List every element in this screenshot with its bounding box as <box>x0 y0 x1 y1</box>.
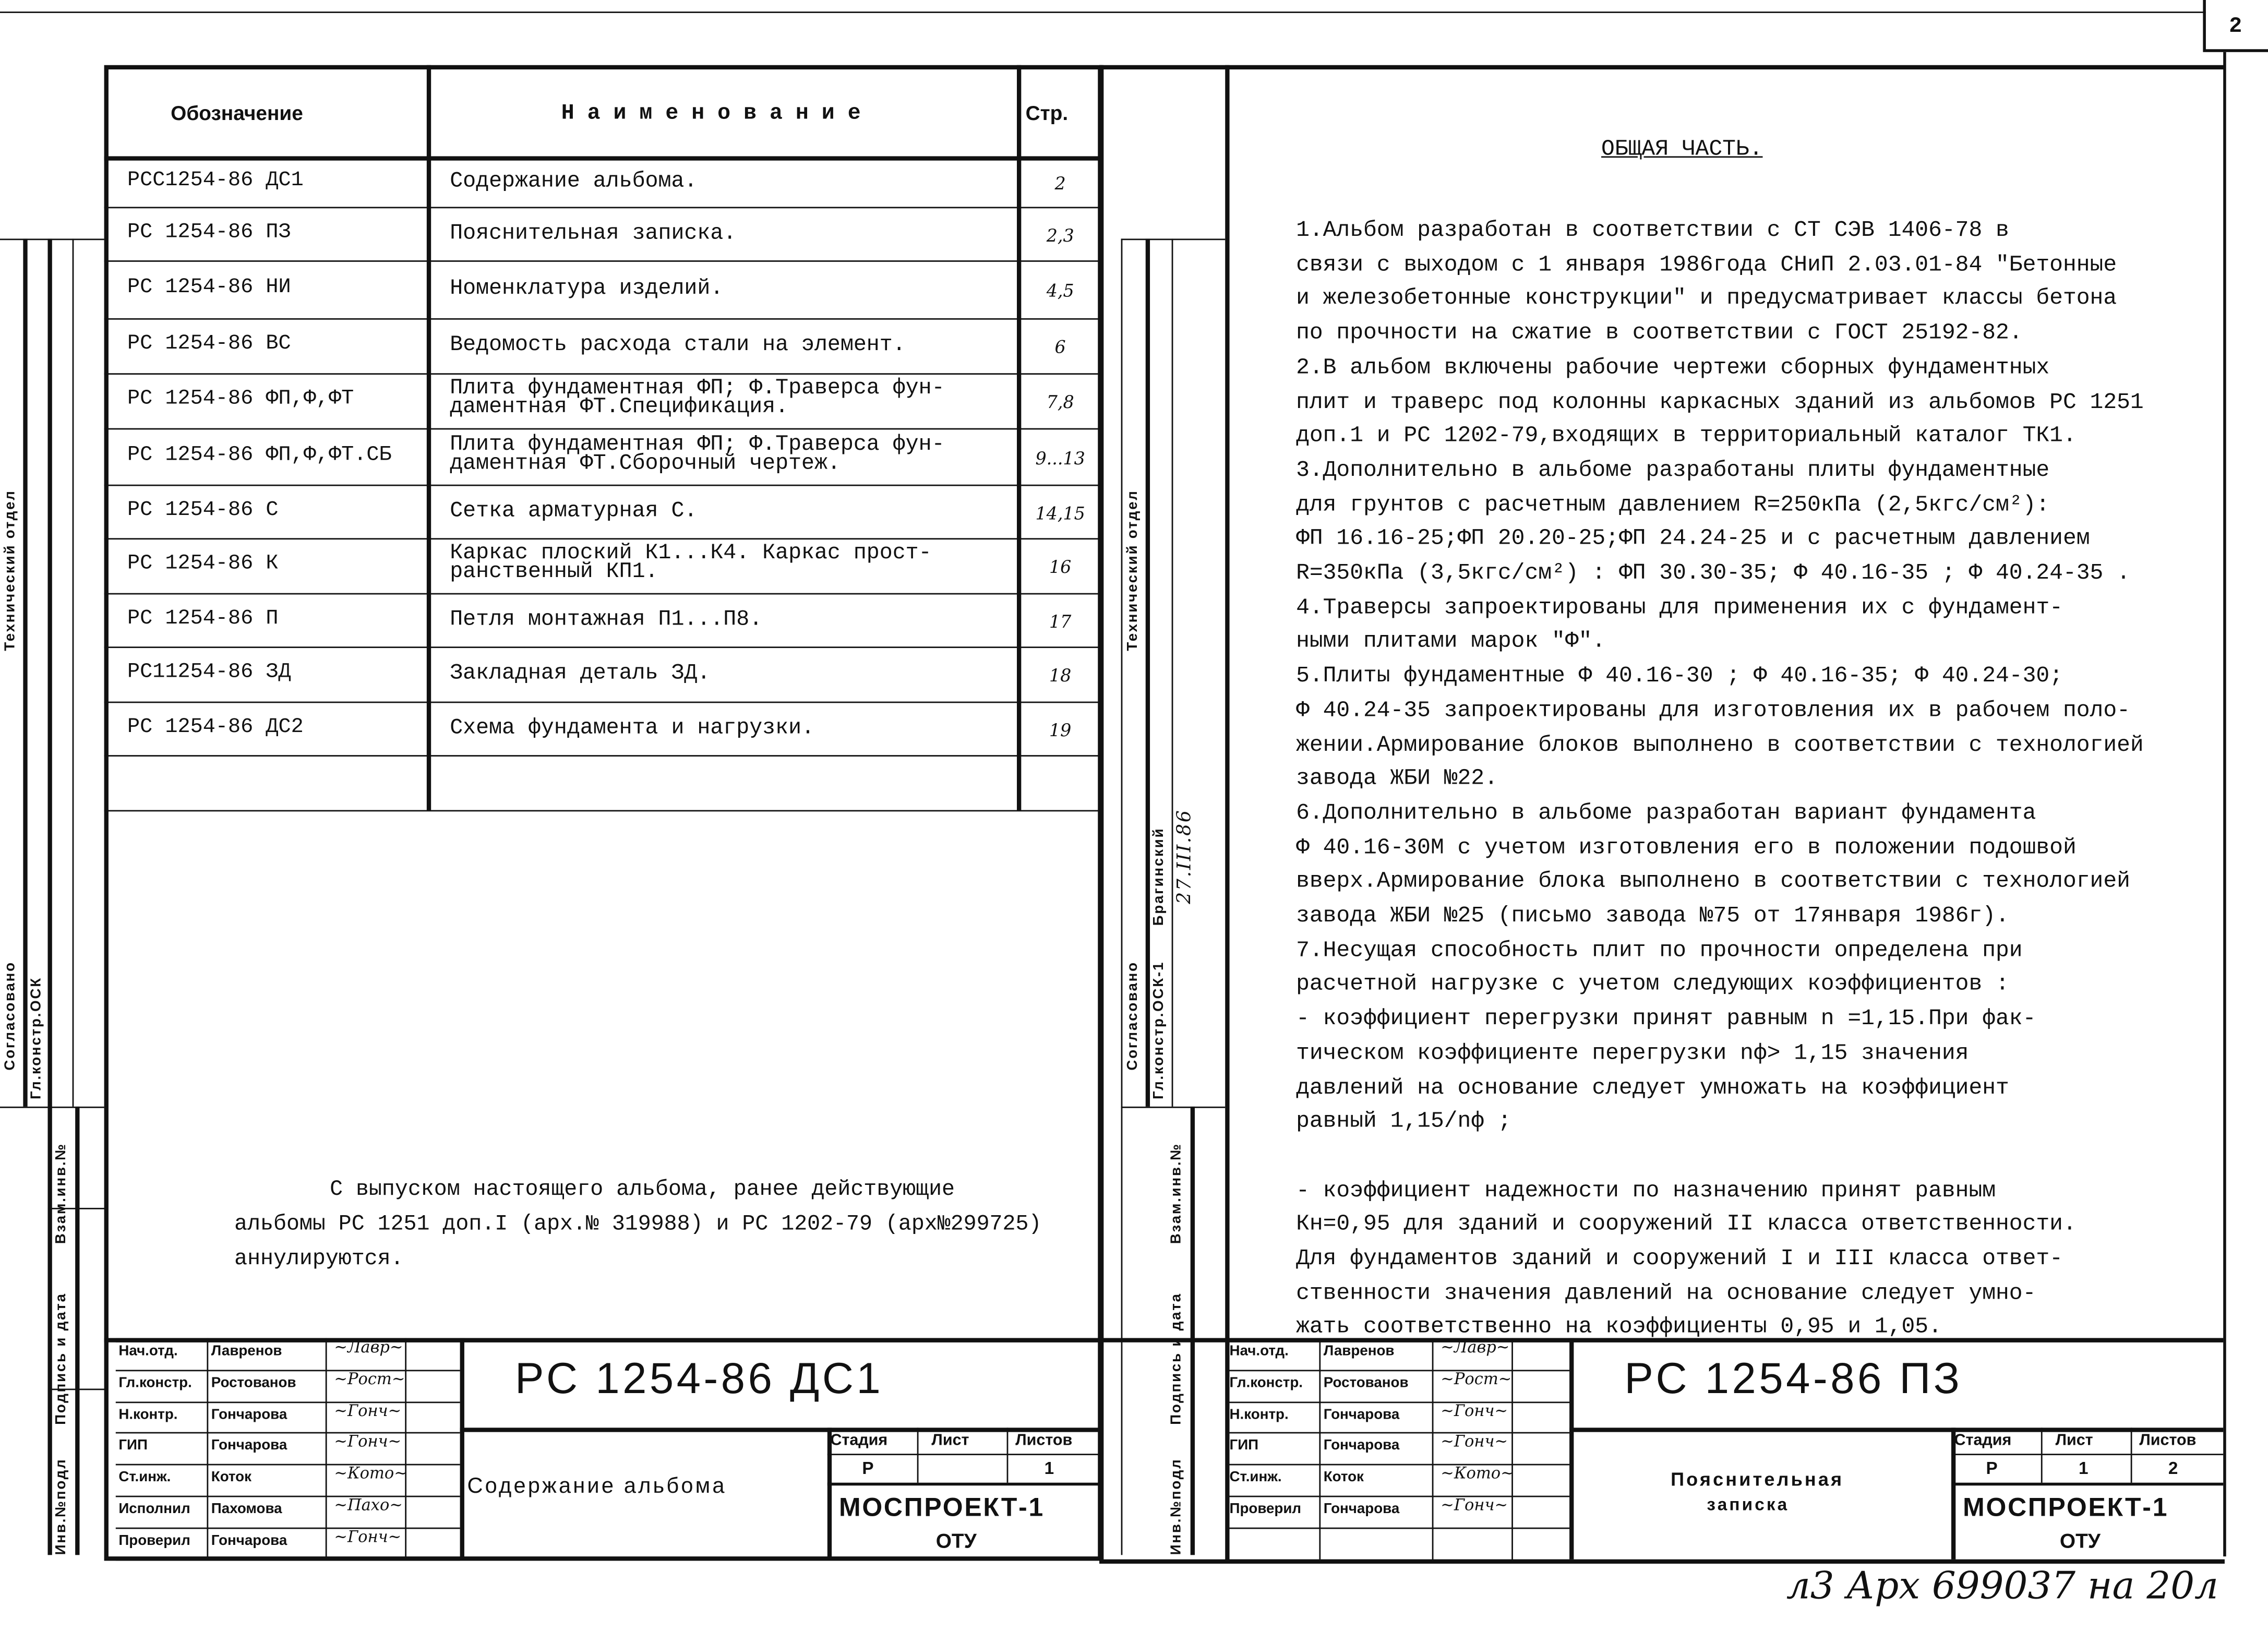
body-line: завода ЖБИ №22. <box>1296 765 1498 792</box>
body-line: жении.Армирование блоков выполнено в соответствии с технологией <box>1296 731 2144 758</box>
table-row-line <box>104 260 1099 262</box>
signatory-name: Лавренов <box>211 1344 282 1360</box>
toc-name: Схема фундамента и нагрузки. <box>450 715 814 740</box>
drawing-title: Содержание альбома <box>467 1474 727 1499</box>
signatory-role: Исполнил <box>118 1501 190 1518</box>
toc-name: Ведомость расхода стали на элемент. <box>450 332 906 357</box>
body-line: - коэффициент перегрузки принят равным n =1,15.При фак- <box>1296 1005 2036 1032</box>
stamp-agreed: Согласовано <box>3 961 19 1071</box>
signatory-role: Проверил <box>118 1533 190 1549</box>
sheet-divider <box>1099 65 1103 1561</box>
body-line: расчетной нагрузке с учетом следующих коэффициентов : <box>1296 971 2009 998</box>
toc-name: Закладная деталь ЗД. <box>450 661 711 686</box>
toc-name: даментная ФТ.Спецификация. <box>450 394 789 419</box>
header-designation: Обозначение <box>171 101 303 125</box>
strip-line <box>73 238 74 1106</box>
stamp-chief-constr: Гл.констр.ОСК <box>29 976 45 1100</box>
body-line: ственности значения давлений на основание следует умно- <box>1296 1279 2036 1306</box>
signatory-role: Гл.констр. <box>118 1375 192 1392</box>
toc-page: 17 <box>1049 611 1072 632</box>
drawing-title: Пояснительная <box>1671 1468 1844 1490</box>
title-split-line <box>1569 1428 2223 1432</box>
body-line: Для фундаментов зданий и сооружений I и III класса ответ- <box>1296 1245 2063 1272</box>
body-line: равный 1,15/nф ; <box>1296 1108 1511 1135</box>
table-row-line <box>104 428 1099 430</box>
body-line: жать соответственно на коэффициенты 0,95 и 1,05. <box>1296 1314 1942 1340</box>
toc-name: Пояснительная записка. <box>450 220 737 245</box>
stamp-inv-exch: Взам.инв.№ <box>53 1143 70 1244</box>
strip-line <box>1121 238 1226 240</box>
body-line: вверх.Армирование блока выполнено в соответствии с технологией <box>1296 868 2130 895</box>
archive-note: л3 Арх 699037 на 20л <box>1786 1565 2218 1609</box>
toc-page: 4,5 <box>1046 280 1074 301</box>
title-col-line <box>1569 1338 1574 1559</box>
sheet-label: Лист <box>931 1432 969 1449</box>
stamp-agreed: Согласовано <box>1125 961 1142 1071</box>
strip-line <box>75 1107 79 1555</box>
signatory-role: Проверил <box>1229 1501 1302 1518</box>
title-split-line <box>460 1428 1099 1432</box>
body-line: завода ЖБИ №25 (письмо завода №75 от 17января 1986г). <box>1296 902 2009 929</box>
department: ОТУ <box>935 1529 977 1552</box>
body-line: по прочности на сжатие в соответствии с ГОСТ 25192-82. <box>1296 319 2023 346</box>
toc-name: Плита фундаментная ФП; Ф.Траверса фун- <box>450 431 945 457</box>
stamp-inv-orig: Инв.№подл <box>1169 1458 1185 1555</box>
strip-line <box>1121 238 1123 1555</box>
title-col-line <box>207 1338 208 1559</box>
department: ОТУ <box>2059 1529 2101 1552</box>
signature-mark: ~Гонч~ <box>1441 1432 1508 1452</box>
stage-row-line <box>827 1483 1099 1486</box>
signature-mark: ~Кото~ <box>334 1464 407 1483</box>
toc-designation: РС 1254-86 ПЗ <box>127 220 291 244</box>
toc-name: даментная ФТ.Сборочный чертеж. <box>450 450 841 475</box>
signatory-role: Н.контр. <box>1229 1407 1289 1423</box>
table-row-line <box>104 538 1099 539</box>
stamp-chief-constr: Гл.констр.ОСК-1 <box>1151 961 1168 1100</box>
toc-designation: РС 1254-86 ФП,Ф,ФТ.СБ <box>127 443 392 467</box>
sheet-number-box <box>2203 0 2268 52</box>
toc-designation: РСС1254-86 ДС1 <box>127 168 304 192</box>
signatory-role: Ст.инж. <box>118 1470 171 1486</box>
toc-page: 6 <box>1054 337 1066 357</box>
stage-value: Р <box>1986 1458 1998 1479</box>
signatory-role: Ст.инж. <box>1229 1470 1282 1486</box>
body-line: для грунтов с расчетным давлением R=250кПа (2,5кгс/см²): <box>1296 491 2050 518</box>
sheet-value: 1 <box>2078 1458 2089 1479</box>
header-page: Стр. <box>1025 101 1069 125</box>
toc-designation: РС 1254-86 С <box>127 498 279 522</box>
body-line: 4.Траверсы запроектированы для применения их с фундамент- <box>1296 594 2063 620</box>
drawing-title: записка <box>1707 1494 1790 1515</box>
signatory-name: Гончарова <box>211 1533 287 1549</box>
signature-mark: ~Гонч~ <box>1441 1495 1508 1515</box>
title-row-line <box>116 1527 460 1529</box>
body-line: 5.Плиты фундаментные Ф 40.16-30 ; Ф 40.16-35; Ф 40.24-30; <box>1296 663 2063 689</box>
table-row-line <box>104 810 1099 812</box>
note-line-3: аннулируются. <box>234 1246 404 1272</box>
signature-mark: ~Гонч~ <box>334 1527 402 1546</box>
toc-page: 19 <box>1049 719 1072 740</box>
signatory-name: Гончарова <box>1323 1407 1400 1423</box>
sheet-number: 2 <box>2229 14 2242 39</box>
right-sheet-top <box>1099 65 2225 69</box>
stage-label: Стадия <box>830 1432 888 1449</box>
body-line: Кн=0,95 для зданий и сооружений II класса ответственности. <box>1296 1211 2077 1238</box>
section-heading: ОБЩАЯ ЧАСТЬ. <box>1601 136 1763 162</box>
signature-mark: ~Рост~ <box>1441 1369 1512 1388</box>
header-name: Н а и м е н о в а н и е <box>561 101 861 126</box>
toc-page: 7,8 <box>1046 392 1074 413</box>
toc-name: ранственный КП1. <box>450 559 658 585</box>
stage-row-line <box>827 1454 1099 1455</box>
table-row-line <box>104 207 1099 208</box>
signatory-name: Лавренов <box>1323 1344 1395 1360</box>
title-row-line <box>1227 1527 1569 1529</box>
body-line: ными плитами марок "Ф". <box>1296 628 1606 655</box>
organization: МОСПРОЕКТ-1 <box>1963 1493 2169 1522</box>
drawing-code: РС 1254-86 ПЗ <box>1624 1355 1963 1404</box>
strip-line <box>47 238 52 1555</box>
body-line: Ф 40.16-30М с учетом изготовления его в положении подошвой <box>1296 834 2077 860</box>
body-line: - коэффициент надежности по назначению принят равным <box>1296 1177 1996 1203</box>
body-line: 7.Несущая способность плит по прочности определена при <box>1296 937 2023 963</box>
signatory-role: Нач.отд. <box>1229 1344 1289 1360</box>
stamp-sign-date: Подпись и дата <box>53 1292 70 1425</box>
table-col-line <box>427 65 431 810</box>
stamp-inv-orig: Инв.№подл <box>53 1458 70 1555</box>
strip-line <box>1146 238 1150 1106</box>
stamp-tech-dept: Технический отдел <box>1125 489 1142 651</box>
toc-page: 9...13 <box>1035 448 1085 468</box>
note-line-2: альбомы РС 1251 доп.I (арх.№ 319988) и РС 1202-79 (арх№299725) <box>234 1212 1042 1237</box>
stage-value: Р <box>862 1458 874 1479</box>
signature-mark: ~Лавр~ <box>334 1338 403 1357</box>
title-row-line <box>116 1464 460 1466</box>
title-row-line <box>1227 1464 1569 1466</box>
signature-mark: ~Гонч~ <box>334 1401 402 1420</box>
body-line: связи с выходом с 1 января 1986года СНиП 2.03.01-84 "Бетонные <box>1296 251 2117 278</box>
frame-top-line <box>0 11 2206 13</box>
table-row-line <box>104 373 1099 375</box>
signatory-role: Нач.отд. <box>118 1344 178 1360</box>
body-line: R=350кПа (3,5кгс/см²) : ФП 30.30-35; Ф 40.16-35 ; Ф 40.24-35 . <box>1296 559 2130 586</box>
signature-mark: ~Гонч~ <box>1441 1401 1508 1420</box>
toc-designation: РС 1254-86 ФП,Ф,ФТ <box>127 388 354 411</box>
sheets-value: 1 <box>1044 1458 1054 1479</box>
toc-designation: РС 1254-86 НИ <box>127 276 291 299</box>
title-col-line <box>405 1338 406 1559</box>
signatory-role: Гл.констр. <box>1229 1375 1303 1392</box>
table-row-line <box>104 702 1099 703</box>
toc-page: 18 <box>1049 665 1072 686</box>
right-margin-line <box>1225 65 1229 1561</box>
strip-line <box>1191 1107 1195 1555</box>
toc-page: 2,3 <box>1046 225 1074 245</box>
body-line: 3.Дополнительно в альбоме разработаны плиты фундаментные <box>1296 457 2050 483</box>
table-row-line <box>104 593 1099 595</box>
toc-page: 16 <box>1049 557 1072 578</box>
title-row-line <box>116 1370 460 1371</box>
toc-name: Плита фундаментная ФП; Ф.Траверса фун- <box>450 376 945 401</box>
signatory-name: Ростованов <box>1323 1375 1409 1392</box>
title-row-line <box>116 1496 460 1497</box>
title-row-line <box>116 1401 460 1402</box>
toc-name: Содержание альбома. <box>450 168 698 194</box>
toc-designation: РС 1254-86 П <box>127 607 279 630</box>
signatory-role: Н.контр. <box>118 1407 178 1423</box>
toc-designation: РС 1254-86 ВС <box>127 332 291 356</box>
sheets-label: Листов <box>1015 1432 1073 1449</box>
toc-designation: РС 1254-86 К <box>127 553 279 576</box>
title-row-line <box>116 1433 460 1434</box>
body-line: давлений на основание следует умножать на коэффициент <box>1296 1074 2009 1100</box>
signature-mark: ~Лавр~ <box>1441 1338 1510 1357</box>
signature-mark: ~Кото~ <box>1441 1464 1514 1483</box>
signatory-name: Пахомова <box>211 1501 282 1518</box>
signatory-role: ГИП <box>1229 1438 1259 1455</box>
signatory-role: ГИП <box>118 1438 148 1455</box>
stage-row-line <box>1951 1483 2223 1486</box>
signatory-name: Коток <box>1323 1470 1364 1486</box>
title-row-line <box>1227 1401 1569 1402</box>
toc-designation: РС11254-86 ЗД <box>127 661 291 685</box>
body-line: Ф 40.24-35 запроектированы для изготовления их в рабочем поло- <box>1296 697 2130 723</box>
table-row-line <box>104 646 1099 648</box>
sheets-label: Листов <box>2139 1432 2197 1449</box>
signatory-name: Гончарова <box>211 1438 287 1455</box>
toc-page: 14,15 <box>1035 502 1085 523</box>
title-col-line <box>1432 1338 1434 1559</box>
title-row-line <box>1227 1559 1569 1561</box>
strip-line <box>1121 1107 1226 1108</box>
organization: МОСПРОЕКТ-1 <box>838 1493 1045 1522</box>
drawing-code: РС 1254-86 ДС1 <box>514 1355 884 1404</box>
toc-name: Сетка арматурная С. <box>450 498 698 523</box>
title-block-top <box>104 1338 1102 1342</box>
title-col-line <box>1319 1338 1321 1559</box>
title-row-line <box>1227 1370 1569 1371</box>
toc-name: Петля монтажная П1...П8. <box>450 607 763 632</box>
signatory-name: Гончарова <box>1323 1501 1400 1518</box>
title-col-line <box>1511 1338 1513 1559</box>
body-line: тическом коэффициенте перегрузки nф> 1,15 значения <box>1296 1039 1969 1066</box>
strip-line <box>0 238 104 240</box>
stage-row-line <box>1951 1454 2223 1455</box>
stamp-tech-dept: Технический отдел <box>3 489 19 651</box>
toc-designation: РС 1254-86 ДС2 <box>127 715 304 739</box>
strip-line <box>23 238 27 1106</box>
signature-mark: ~Гонч~ <box>334 1432 402 1452</box>
stage-label: Стадия <box>1954 1432 2012 1449</box>
body-line: доп.1 и РС 1202-79,входящих в территориальный каталог ТК1. <box>1296 423 2077 449</box>
body-line: 2.В альбом включены рабочие чертежи сборных фундаментных <box>1296 354 2050 380</box>
strip-line <box>0 1107 104 1108</box>
table-row-line <box>104 485 1099 486</box>
sheets-value: 2 <box>2168 1458 2178 1479</box>
title-row-line <box>1227 1433 1569 1434</box>
note-line-1: С выпуском настоящего альбома, ранее действующие <box>330 1177 955 1202</box>
stamp-inv-exch: Взам.инв.№ <box>1169 1143 1185 1244</box>
title-row-line <box>116 1559 460 1561</box>
table-header-line <box>104 156 1099 160</box>
title-col-line <box>326 1338 327 1559</box>
signatory-name: Гончарова <box>1323 1438 1400 1455</box>
body-line: 1.Альбом разработан в соответствии с СТ СЭВ 1406-78 в <box>1296 217 2009 243</box>
signatory-name: Коток <box>211 1470 251 1486</box>
sheet-label: Лист <box>2055 1432 2093 1449</box>
toc-name: Каркас плоский К1...К4. Каркас прост- <box>450 541 932 566</box>
title-row-line <box>1227 1496 1569 1497</box>
title-col-line <box>460 1338 464 1559</box>
toc-page: 2 <box>1054 173 1066 194</box>
table-col-line <box>1017 65 1021 810</box>
body-line: 6.Дополнительно в альбоме разработан вариант фундамента <box>1296 799 2036 826</box>
body-line: плит и траверс под колонны каркасных зданий из альбомов РС 1251 <box>1296 388 2144 415</box>
strip-line <box>1172 238 1173 1106</box>
body-line: ФП 16.16-25;ФП 20.20-25;ФП 24.24-25 и с расчетным давлением <box>1296 525 2090 552</box>
signature-mark: ~Пахо~ <box>334 1495 403 1515</box>
signatory-name: Гончарова <box>211 1407 287 1423</box>
stamp-signer: Брагинский <box>1151 827 1168 926</box>
frame-right-line <box>2223 52 2226 1556</box>
body-line: и железобетонные конструкции" и предусматривает классы бетона <box>1296 285 2117 312</box>
signature-mark: ~Рост~ <box>334 1369 405 1388</box>
signatory-name: Ростованов <box>211 1375 296 1392</box>
toc-name: Номенклатура изделий. <box>450 276 724 301</box>
stamp-date: 27.III.86 <box>1174 809 1196 904</box>
stamp-sign-date: Подпись и дата <box>1169 1292 1185 1425</box>
table-row-line <box>104 318 1099 320</box>
table-row-line <box>104 755 1099 757</box>
